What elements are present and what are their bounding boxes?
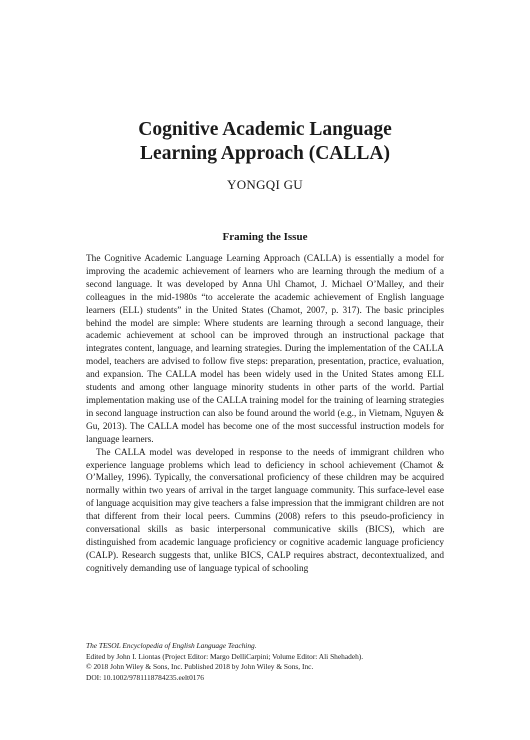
publication-footer bbox=[86, 641, 446, 683]
article-title-line-2: Learning Approach (CALLA) bbox=[140, 143, 390, 164]
footer-editors: Edited by John I. Liontas (Project Editor: Margo DelliCarpini; Volume Editor: Ali Shehadeh). bbox=[86, 651, 364, 661]
footer-doi: DOI: 10.1002/9781118784235.eelt0176 bbox=[86, 672, 204, 682]
body-paragraph-2: The CALLA model was developed in response to the needs of immigrant children who experience language problems which lead to deficiency in school achievement (Chamot & O’Malley, 1996). Typically, the conversational proficiency of these children may be acquired normally within two years of arrival in the target language community. This surface-level ease of language acquisition may give teachers a false impression that the immigrant children are not that different from their local peers. Cummins (2008) refers to this pseudo-proficiency in conversational skills as basic interpersonal communicative skills (BICS), which are distinguished from academic language proficiency or cognitive academic language proficiency (CALP). Research suggests that, unlike BICS, CALP requires abstract, decontextualized, and cognitively demanding use of language typical of schooling bbox=[86, 447, 444, 574]
footer-copyright: © 2018 John Wiley & Sons, Inc. Published 2018 by John Wiley & Sons, Inc. bbox=[86, 662, 314, 672]
article-title bbox=[0, 118, 530, 166]
footer-encyclopedia-title: The TESOL Encyclopedia of English Language Teaching. bbox=[86, 641, 257, 650]
body-paragraph-1: The Cognitive Academic Language Learning Approach (CALLA) is essentially a model for improving the academic achievement of learners who are learning through the medium of a second language. It was developed by Anna Uhl Chamot, J. Michael O’Malley, and their colleagues in the mid-1980s “to accelerate the academic achievement of English language learners (ELL) students” in the United States (Chamot, 2007, p. 317). The basic principles behind the model are simple: Where students are learning through a second language, their academic achievement at school can be improved through an instructional package that integrates content, language, and learning strategies. During the implementation of the CALLA model, teachers are advised to follow five steps: preparation, presentation, practice, evaluation, and expansion. The CALLA model has been widely used in the United States among ELL students and among other language minority students in other parts of the world. Partial implementation making use of the CALLA training model for the training of learning strategies in second language instruction can also be found around the world (e.g., in Vietnam, Nguyen & Gu, 2013). The CALLA model has become one of the most successful instruction models for language learners. bbox=[86, 254, 444, 445]
article-title-line-1: Cognitive Academic Language bbox=[138, 119, 392, 140]
article-body bbox=[86, 253, 444, 576]
author-name: YONGQI GU bbox=[227, 177, 303, 192]
section-heading: Framing the Issue bbox=[222, 231, 308, 243]
